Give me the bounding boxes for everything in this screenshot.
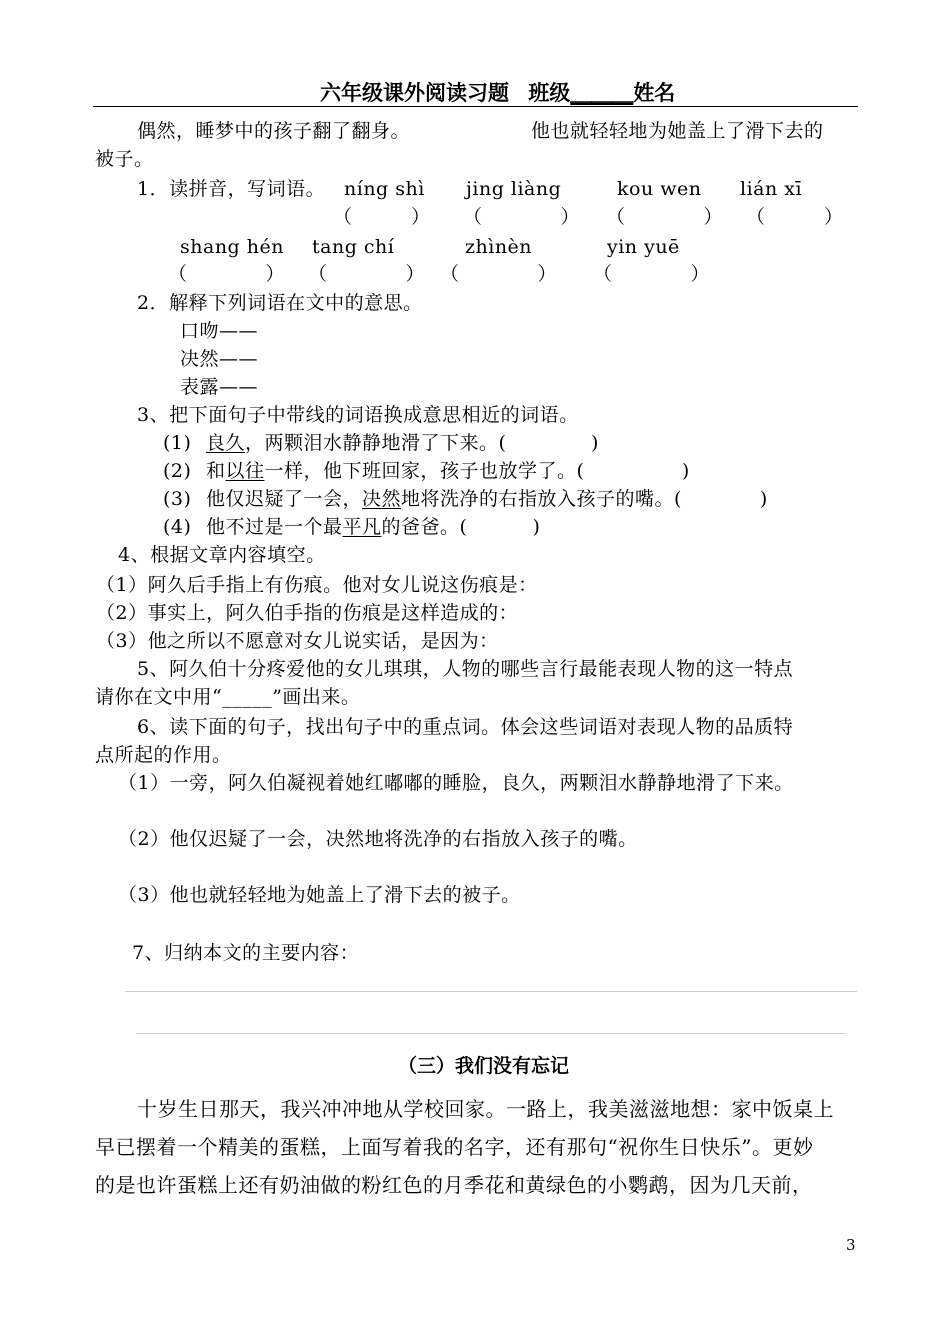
q3-s1-rest: ，两颗泪水静静地滑了下来。( ): [244, 432, 599, 454]
intro-line-1b: 他也就轻轻地为她盖上了滑下去的: [531, 120, 824, 142]
q3-s4-rest: 的爸爸。( ): [381, 516, 541, 538]
q1-pinyin-7: zhìnèn: [465, 236, 533, 258]
q3-s4-num: (4): [163, 516, 192, 538]
q3-s1-num: (1): [163, 432, 192, 454]
q1-blank-2[interactable]: （ ）: [463, 206, 581, 228]
q1-pinyin-2: jing liàng: [466, 178, 562, 200]
q1-pinyin-3: kou wen: [617, 178, 702, 200]
q1-pinyin-8: yin yuē: [607, 236, 680, 258]
q6-line-1: 6、读下面的句子，找出句子中的重点词。体会这些词语对表现人物的品质特: [137, 716, 794, 738]
q1-blank-4[interactable]: （ ）: [746, 206, 844, 228]
q3-sentence-2: [163, 462, 690, 481]
q4-item-1: （1）阿久后手指上有伤痕。他对女儿说这伤痕是：: [96, 574, 538, 596]
q1-pinyin-6: tang chí: [312, 236, 395, 258]
q1-pinyin-4: lián xī: [740, 178, 803, 200]
q1-blank-8[interactable]: （ ）: [593, 263, 711, 285]
intro-line-2: 被子。: [95, 148, 154, 170]
q6-line-2: 点所起的作用。: [95, 744, 232, 766]
class-label: 班级: [528, 80, 571, 105]
q3-s4-underlined: 平凡: [342, 516, 382, 538]
q3-s3-num: (3): [163, 488, 192, 510]
q2-prompt: 2．解释下列词语在文中的意思。: [137, 292, 423, 314]
q1-blank-6[interactable]: （ ）: [308, 263, 426, 285]
q3-sentence-1: [163, 434, 599, 453]
q1-blank-5[interactable]: （ ）: [168, 263, 286, 285]
q3-s1-underlined: 良久: [205, 432, 245, 454]
header-rule: [93, 106, 858, 107]
answer-line-1[interactable]: [125, 991, 857, 992]
q6-item-1: （1）一旁，阿久伯凝视着她红嘟嘟的睡脸，良久，两颗泪水静静地滑了下来。: [118, 772, 794, 794]
q3-s3-rest: 地将洗净的右指放入孩子的嘴。( ): [401, 488, 768, 510]
q6-item-3: （3）他也就轻轻地为她盖上了滑下去的被子。: [118, 884, 521, 906]
worksheet-title: [320, 82, 675, 103]
q2-item-2: 决然——: [180, 348, 259, 370]
name-label: 姓名: [633, 80, 676, 105]
q1-blank-7[interactable]: （ ）: [440, 263, 558, 285]
q3-prompt: 3、把下面句子中带线的词语换成意思相近的词语。: [137, 404, 579, 426]
q2-item-3: 表露——: [180, 376, 259, 398]
q1-blank-1[interactable]: （ ）: [333, 206, 431, 228]
q4-item-2: （2）事实上，阿久伯手指的伤痕是这样造成的：: [96, 602, 519, 624]
q3-s3-pre: 他仅迟疑了一会，: [205, 488, 362, 510]
section-3-line-2: 早已摆着一个精美的蛋糕，上面写着我的名字，还有那句“祝你生日快乐”。更妙: [95, 1135, 814, 1159]
class-blank: ＿＿＿: [570, 80, 634, 105]
q3-s4-pre: 他不过是一个最: [205, 516, 343, 538]
q3-s2-rest: 一样，他下班回家，孩子也放学了。( ): [264, 460, 690, 482]
q3-s2-underlined: 以往: [225, 460, 265, 482]
q5-line-2: [95, 688, 360, 707]
section-3-title: （三）我们没有忘记: [398, 1055, 570, 1077]
answer-line-2[interactable]: [136, 1033, 846, 1034]
q5-underline-mark: _____: [222, 686, 273, 708]
q3-s3-underlined: 决然: [361, 488, 401, 510]
page-number: 3: [846, 1236, 856, 1254]
q4-prompt: 4、根据文章内容填空。: [118, 544, 326, 566]
q3-sentence-3: [163, 490, 768, 509]
q5-line-2-post: ”画出来。: [272, 686, 361, 708]
intro-line-1a: 偶然，睡梦中的孩子翻了翻身。: [137, 120, 411, 142]
q1-pinyin-5: shang hén: [180, 236, 284, 258]
q3-sentence-4: [163, 518, 540, 537]
title-text: 六年级课外阅读习题: [320, 80, 509, 105]
q3-s2-pre: 和: [205, 460, 226, 482]
q1-pinyin-1: níng shì: [344, 178, 425, 200]
q5-line-1: 5、阿久伯十分疼爱他的女儿琪琪，人物的哪些言行最能表现人物的这一特点: [137, 658, 794, 680]
q4-item-3: （3）他之所以不愿意对女儿说实话，是因为：: [96, 630, 499, 652]
section-3-line-1: 十岁生日那天，我兴冲冲地从学校回家。一路上，我美滋滋地想：家中饭桌上: [137, 1097, 834, 1121]
q1-prompt: 1．读拼音，写词语。: [137, 178, 326, 200]
q1-blank-3[interactable]: （ ）: [606, 206, 724, 228]
section-3-line-3: 的是也许蛋糕上还有奶油做的粉红色的月季花和黄绿色的小鹦鹉，因为几天前，: [95, 1173, 813, 1197]
q3-s2-num: (2): [163, 460, 192, 482]
q5-line-2-pre: 请你在文中用“: [95, 686, 223, 708]
q6-item-2: （2）他仅迟疑了一会，决然地将洗净的右指放入孩子的嘴。: [118, 828, 638, 850]
q7-prompt: 7、归纳本文的主要内容：: [132, 942, 360, 964]
q2-item-1: 口吻——: [180, 320, 259, 342]
